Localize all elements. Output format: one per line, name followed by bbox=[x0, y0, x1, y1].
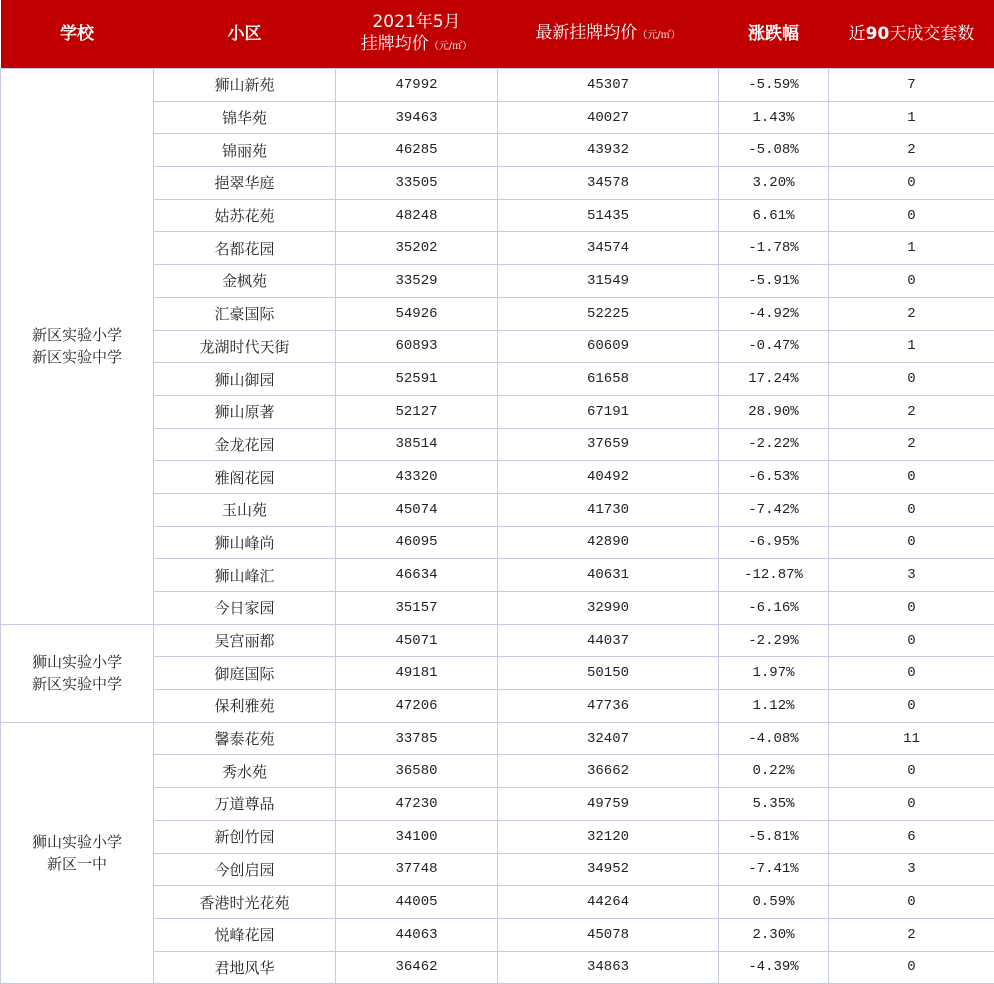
may-price-cell: 47230 bbox=[336, 788, 498, 821]
latest-price-cell: 34578 bbox=[498, 167, 719, 200]
change-cell: -12.87% bbox=[719, 559, 829, 592]
latest-price-cell: 34574 bbox=[498, 232, 719, 265]
unit-label: （元/㎡） bbox=[637, 30, 680, 41]
header-school: 学校 bbox=[1, 0, 154, 69]
deals-cell: 1 bbox=[829, 101, 994, 134]
deals-cell: 2 bbox=[829, 918, 994, 951]
deals-cell: 0 bbox=[829, 657, 994, 690]
change-cell: -2.22% bbox=[719, 428, 829, 461]
may-price-cell: 35202 bbox=[336, 232, 498, 265]
change-cell: 1.12% bbox=[719, 690, 829, 723]
community-cell: 锦华苑 bbox=[154, 101, 336, 134]
change-cell: 3.20% bbox=[719, 167, 829, 200]
change-cell: 1.43% bbox=[719, 101, 829, 134]
deals-cell: 2 bbox=[829, 395, 994, 428]
change-cell: 5.35% bbox=[719, 788, 829, 821]
latest-price-cell: 45307 bbox=[498, 69, 719, 102]
header-change: 涨跌幅 bbox=[719, 0, 829, 69]
may-price-cell: 60893 bbox=[336, 330, 498, 363]
change-cell: -6.16% bbox=[719, 592, 829, 625]
change-cell: -1.78% bbox=[719, 232, 829, 265]
may-price-cell: 36580 bbox=[336, 755, 498, 788]
deals-cell: 0 bbox=[829, 265, 994, 298]
deals-cell: 1 bbox=[829, 330, 994, 363]
may-price-cell: 44063 bbox=[336, 918, 498, 951]
may-price-cell: 49181 bbox=[336, 657, 498, 690]
latest-price-cell: 41730 bbox=[498, 493, 719, 526]
community-cell: 狮山御园 bbox=[154, 363, 336, 396]
header-deals bbox=[829, 0, 994, 69]
header-deals-num: 90 bbox=[866, 24, 890, 44]
latest-price-cell: 40027 bbox=[498, 101, 719, 134]
community-cell: 雅阁花园 bbox=[154, 461, 336, 494]
latest-price-cell: 40631 bbox=[498, 559, 719, 592]
community-cell: 御庭国际 bbox=[154, 657, 336, 690]
community-cell: 今日家园 bbox=[154, 592, 336, 625]
community-cell: 君地风华 bbox=[154, 951, 336, 984]
change-cell: 1.97% bbox=[719, 657, 829, 690]
change-cell: 28.90% bbox=[719, 395, 829, 428]
may-price-cell: 47206 bbox=[336, 690, 498, 723]
community-cell: 悦峰花园 bbox=[154, 918, 336, 951]
may-price-cell: 46285 bbox=[336, 134, 498, 167]
may-price-cell: 46634 bbox=[336, 559, 498, 592]
latest-price-cell: 44037 bbox=[498, 624, 719, 657]
school-cell: 新区实验小学 新区实验中学 bbox=[1, 69, 154, 625]
table-body bbox=[1, 69, 994, 984]
community-cell: 今创启园 bbox=[154, 853, 336, 886]
may-price-cell: 39463 bbox=[336, 101, 498, 134]
deals-cell: 0 bbox=[829, 363, 994, 396]
latest-price-cell: 60609 bbox=[498, 330, 719, 363]
community-cell: 姑苏花苑 bbox=[154, 199, 336, 232]
latest-price-cell: 67191 bbox=[498, 395, 719, 428]
change-cell: 0.22% bbox=[719, 755, 829, 788]
deals-cell: 7 bbox=[829, 69, 994, 102]
may-price-cell: 37748 bbox=[336, 853, 498, 886]
deals-cell: 0 bbox=[829, 951, 994, 984]
deals-cell: 2 bbox=[829, 134, 994, 167]
may-price-cell: 33785 bbox=[336, 722, 498, 755]
latest-price-cell: 47736 bbox=[498, 690, 719, 723]
latest-price-cell: 44264 bbox=[498, 886, 719, 919]
community-cell: 秀水苑 bbox=[154, 755, 336, 788]
deals-cell: 0 bbox=[829, 755, 994, 788]
may-price-cell: 46095 bbox=[336, 526, 498, 559]
latest-price-cell: 34863 bbox=[498, 951, 719, 984]
header-may-price-line2 bbox=[336, 33, 498, 58]
deals-cell: 3 bbox=[829, 853, 994, 886]
deals-cell: 0 bbox=[829, 167, 994, 200]
header-may-price bbox=[336, 0, 498, 69]
deals-cell: 0 bbox=[829, 886, 994, 919]
community-cell: 万道尊品 bbox=[154, 788, 336, 821]
table-row bbox=[1, 722, 994, 755]
community-cell: 玉山苑 bbox=[154, 493, 336, 526]
deals-cell: 2 bbox=[829, 428, 994, 461]
may-price-cell: 45074 bbox=[336, 493, 498, 526]
deals-cell: 3 bbox=[829, 559, 994, 592]
community-cell: 新创竹园 bbox=[154, 820, 336, 853]
may-price-cell: 45071 bbox=[336, 624, 498, 657]
deals-cell: 0 bbox=[829, 461, 994, 494]
may-price-cell: 35157 bbox=[336, 592, 498, 625]
latest-price-cell: 49759 bbox=[498, 788, 719, 821]
may-price-cell: 43320 bbox=[336, 461, 498, 494]
change-cell: -2.29% bbox=[719, 624, 829, 657]
deals-cell: 0 bbox=[829, 526, 994, 559]
change-cell: -5.08% bbox=[719, 134, 829, 167]
latest-price-cell: 43932 bbox=[498, 134, 719, 167]
header-row bbox=[1, 0, 994, 69]
community-cell: 名都花园 bbox=[154, 232, 336, 265]
community-cell: 金枫苑 bbox=[154, 265, 336, 298]
header-community: 小区 bbox=[154, 0, 336, 69]
change-cell: 6.61% bbox=[719, 199, 829, 232]
header-deals-suffix: 天成交套数 bbox=[889, 24, 974, 44]
change-cell: -7.41% bbox=[719, 853, 829, 886]
community-cell: 狮山峰尚 bbox=[154, 526, 336, 559]
latest-price-cell: 32407 bbox=[498, 722, 719, 755]
deals-cell: 0 bbox=[829, 624, 994, 657]
may-price-cell: 48248 bbox=[336, 199, 498, 232]
table-row bbox=[1, 69, 994, 102]
change-cell: -6.53% bbox=[719, 461, 829, 494]
may-price-cell: 36462 bbox=[336, 951, 498, 984]
latest-price-cell: 50150 bbox=[498, 657, 719, 690]
may-price-cell: 33505 bbox=[336, 167, 498, 200]
may-price-cell: 34100 bbox=[336, 820, 498, 853]
latest-price-cell: 61658 bbox=[498, 363, 719, 396]
may-price-cell: 44005 bbox=[336, 886, 498, 919]
community-cell: 保利雅苑 bbox=[154, 690, 336, 723]
latest-price-cell: 51435 bbox=[498, 199, 719, 232]
community-cell: 香港时光花苑 bbox=[154, 886, 336, 919]
school-cell: 狮山实验小学 新区实验中学 bbox=[1, 624, 154, 722]
may-price-cell: 52127 bbox=[336, 395, 498, 428]
community-cell: 龙湖时代天街 bbox=[154, 330, 336, 363]
deals-cell: 6 bbox=[829, 820, 994, 853]
header-may-price-label: 挂牌均价 bbox=[361, 34, 429, 54]
latest-price-cell: 52225 bbox=[498, 297, 719, 330]
change-cell: -5.81% bbox=[719, 820, 829, 853]
may-price-cell: 33529 bbox=[336, 265, 498, 298]
unit-label: （元/㎡） bbox=[429, 41, 472, 52]
change-cell: -7.42% bbox=[719, 493, 829, 526]
deals-cell: 1 bbox=[829, 232, 994, 265]
deals-cell: 0 bbox=[829, 592, 994, 625]
deals-cell: 0 bbox=[829, 788, 994, 821]
change-cell: 17.24% bbox=[719, 363, 829, 396]
may-price-cell: 52591 bbox=[336, 363, 498, 396]
community-cell: 吴宫丽都 bbox=[154, 624, 336, 657]
community-cell: 狮山峰汇 bbox=[154, 559, 336, 592]
latest-price-cell: 40492 bbox=[498, 461, 719, 494]
latest-price-cell: 32990 bbox=[498, 592, 719, 625]
community-cell: 狮山原著 bbox=[154, 395, 336, 428]
community-cell: 挹翠华庭 bbox=[154, 167, 336, 200]
may-price-cell: 38514 bbox=[336, 428, 498, 461]
header-deals-prefix: 近 bbox=[849, 24, 866, 44]
may-price-cell: 54926 bbox=[336, 297, 498, 330]
change-cell: -5.91% bbox=[719, 265, 829, 298]
community-cell: 狮山新苑 bbox=[154, 69, 336, 102]
deals-cell: 0 bbox=[829, 493, 994, 526]
change-cell: -4.92% bbox=[719, 297, 829, 330]
community-cell: 锦丽苑 bbox=[154, 134, 336, 167]
change-cell: -4.08% bbox=[719, 722, 829, 755]
school-cell: 狮山实验小学 新区一中 bbox=[1, 722, 154, 984]
table-row bbox=[1, 624, 994, 657]
latest-price-cell: 31549 bbox=[498, 265, 719, 298]
change-cell: 2.30% bbox=[719, 918, 829, 951]
deals-cell: 0 bbox=[829, 690, 994, 723]
change-cell: -6.95% bbox=[719, 526, 829, 559]
may-price-cell: 47992 bbox=[336, 69, 498, 102]
header-may-price-line1: 2021年5月 bbox=[336, 11, 498, 33]
change-cell: 0.59% bbox=[719, 886, 829, 919]
deals-cell: 0 bbox=[829, 199, 994, 232]
latest-price-cell: 32120 bbox=[498, 820, 719, 853]
change-cell: -0.47% bbox=[719, 330, 829, 363]
deals-cell: 11 bbox=[829, 722, 994, 755]
community-cell: 金龙花园 bbox=[154, 428, 336, 461]
latest-price-cell: 36662 bbox=[498, 755, 719, 788]
change-cell: -5.59% bbox=[719, 69, 829, 102]
latest-price-cell: 34952 bbox=[498, 853, 719, 886]
change-cell: -4.39% bbox=[719, 951, 829, 984]
latest-price-cell: 45078 bbox=[498, 918, 719, 951]
header-latest-price bbox=[498, 0, 719, 69]
header-latest-price-label: 最新挂牌均价 bbox=[535, 23, 637, 43]
community-cell: 馨泰花苑 bbox=[154, 722, 336, 755]
community-cell: 汇豪国际 bbox=[154, 297, 336, 330]
deals-cell: 2 bbox=[829, 297, 994, 330]
latest-price-cell: 37659 bbox=[498, 428, 719, 461]
latest-price-cell: 42890 bbox=[498, 526, 719, 559]
